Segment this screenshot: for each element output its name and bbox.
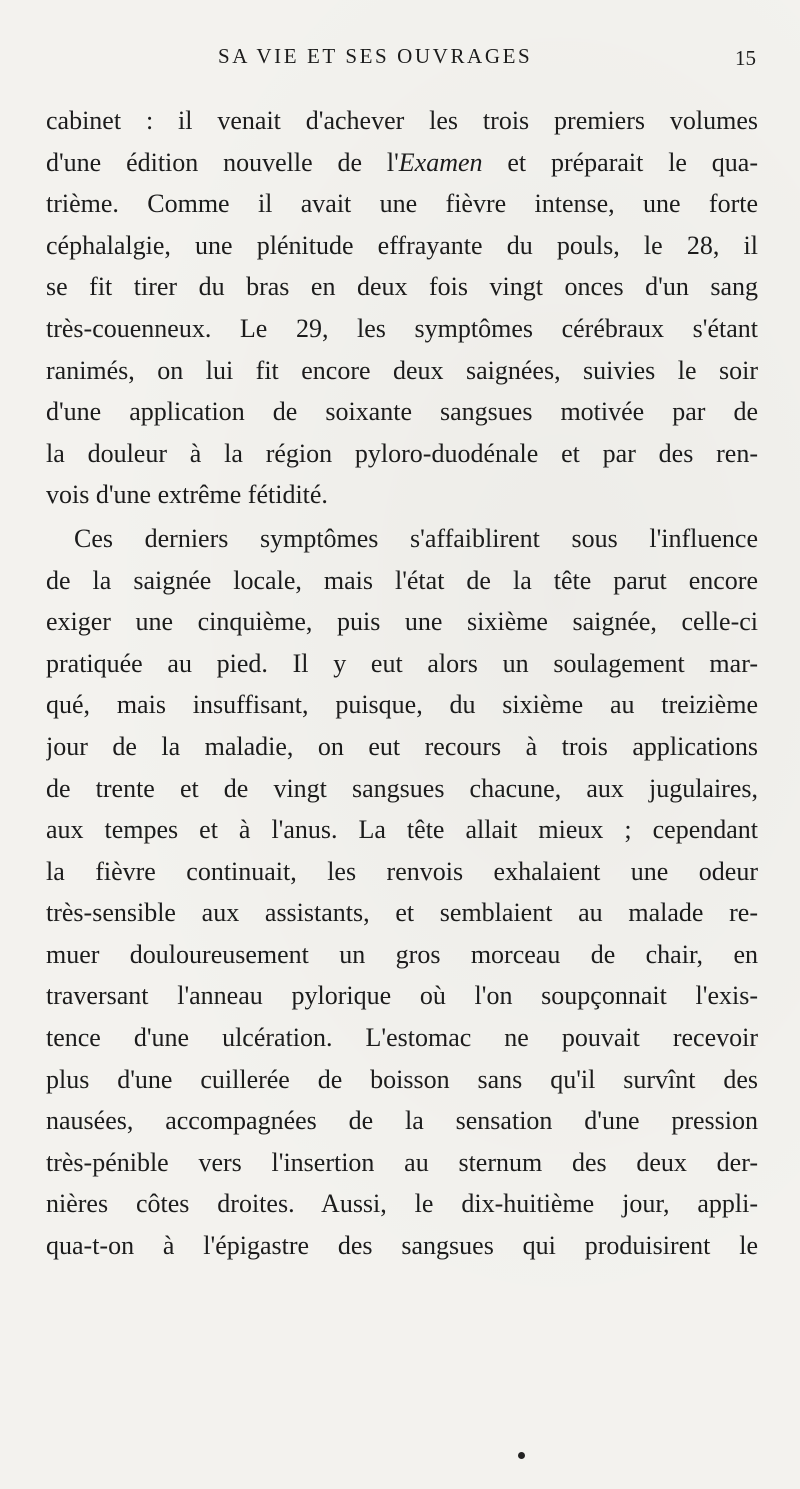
text-line: exiger une cinquième, puis une sixième saignée, celle-ci — [46, 607, 758, 637]
text-line: très-sensible aux assistants, et semblaient au malade re- — [46, 898, 758, 928]
text-line: de la saignée locale, mais l'état de la tête parut encore — [46, 565, 758, 595]
text-line: de trente et de vingt sangsues chacune, aux jugulaires, — [46, 773, 758, 803]
text-line: nausées, accompagnées de la sensation d'une pression — [46, 1106, 758, 1136]
text-line: tence d'une ulcération. L'estomac ne pouvait recevoir — [46, 1023, 758, 1053]
text-line: céphalalgie, une plénitude effrayante du pouls, le 28, il — [46, 230, 758, 260]
italic-title: Examen — [398, 147, 483, 177]
text-line: très-pénible vers l'insertion au sternum des deux der- — [46, 1147, 758, 1177]
text-run: et préparait le qua- — [482, 147, 758, 177]
text-line: Ces derniers symptômes s'affaiblirent sous l'influence — [74, 523, 758, 553]
text-line: plus d'une cuillerée de boisson sans qu'il survînt des — [46, 1064, 758, 1094]
text-line: la fièvre continuait, les renvois exhalaient une odeur — [46, 856, 758, 886]
text-line: ranimés, on lui fit encore deux saignées, suivies le soir — [46, 355, 758, 385]
text-line: pratiquée au pied. Il y eut alors un soulagement mar- — [46, 648, 758, 678]
text-line: qua-t-on à l'épigastre des sangsues qui produisirent le — [46, 1231, 758, 1261]
text-line: d'une application de soixante sangsues motivée par de — [46, 397, 758, 427]
text-line: très-couenneux. Le 29, les symptômes cérébraux s'étant — [46, 313, 758, 343]
printer-dot-mark — [518, 1452, 525, 1459]
text-line: muer douloureusement un gros morceau de chair, en — [46, 939, 758, 969]
body-text — [46, 100, 758, 1267]
text-line: vois d'une extrême fétidité. — [46, 480, 328, 510]
running-title: SA VIE ET SES OUVRAGES — [218, 44, 533, 68]
text-line: jour de la maladie, on eut recours à trois applications — [46, 731, 758, 761]
text-line — [46, 142, 758, 184]
page-number: 15 — [735, 46, 756, 70]
text-line: nières côtes droites. Aussi, le dix-huitième jour, appli- — [46, 1189, 758, 1219]
text-line: qué, mais insuffisant, puisque, du sixième au treizième — [46, 690, 758, 720]
text-line: la douleur à la région pyloro-duodénale et par des ren- — [46, 438, 758, 468]
text-run: d'une édition nouvelle de l' — [46, 147, 399, 177]
text-line: traversant l'anneau pylorique où l'on soupçonnait l'exis- — [46, 981, 758, 1011]
text-line: aux tempes et à l'anus. La tête allait mieux ; cependant — [46, 815, 758, 845]
running-head — [0, 44, 800, 74]
text-line: trième. Comme il avait une fièvre intense, une forte — [46, 189, 758, 219]
text-line: cabinet : il venait d'achever les trois premiers volumes — [46, 106, 758, 135]
text-line: se fit tirer du bras en deux fois vingt onces d'un sang — [46, 272, 758, 302]
